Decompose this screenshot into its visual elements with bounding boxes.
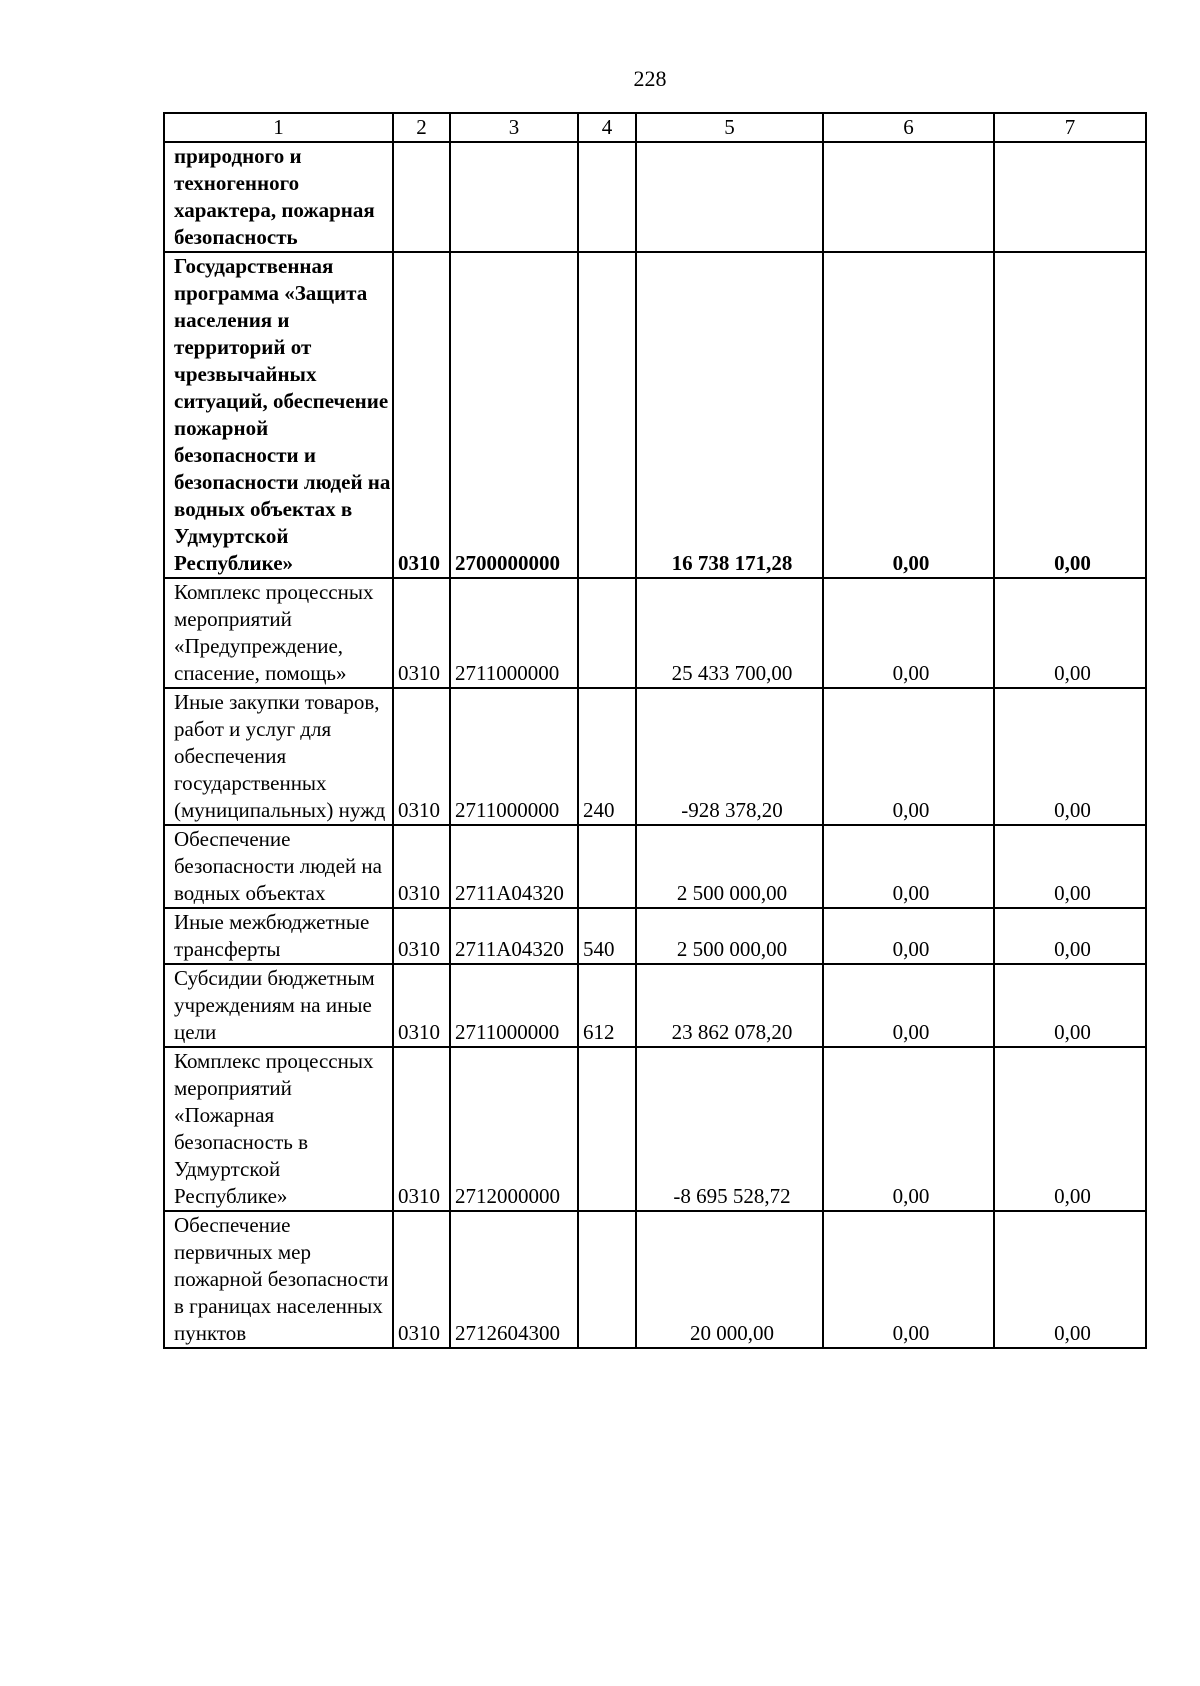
row-name-cell: Обеспечение первичных мер пожарной безопасности в границах населенных пунктов [164, 1211, 393, 1348]
expense-type-cell [578, 578, 636, 688]
column-number-header: 4 [578, 113, 636, 142]
budget-table [163, 112, 1147, 1349]
amount-cell [994, 142, 1146, 252]
expense-type-cell [578, 1047, 636, 1211]
section-code-cell: 0310 [393, 688, 450, 825]
expense-type-cell: 612 [578, 964, 636, 1047]
target-article-cell: 2711000000 [450, 688, 578, 825]
column-number-header: 6 [823, 113, 994, 142]
amount-cell: 0,00 [994, 908, 1146, 964]
row-name-cell: Обеспечение безопасности людей на водных объектах [164, 825, 393, 908]
row-name-cell: Субсидии бюджетным учреждениям на иные цели [164, 964, 393, 1047]
target-article-cell: 2711A04320 [450, 825, 578, 908]
amount-cell: 0,00 [994, 252, 1146, 578]
row-name-cell: Комплекс процессных мероприятий «Предупреждение, спасение, помощь» [164, 578, 393, 688]
section-code-cell: 0310 [393, 1047, 450, 1211]
section-code-cell: 0310 [393, 908, 450, 964]
expense-type-cell: 240 [578, 688, 636, 825]
table-row [164, 688, 1146, 825]
amount-cell: 0,00 [994, 578, 1146, 688]
section-code-cell: 0310 [393, 964, 450, 1047]
amount-cell: 0,00 [823, 825, 994, 908]
amount-cell: 0,00 [823, 908, 994, 964]
column-number-header: 2 [393, 113, 450, 142]
amount-cell: 0,00 [994, 688, 1146, 825]
amount-cell: 16 738 171,28 [636, 252, 823, 578]
table-row [164, 252, 1146, 578]
row-name-cell: Государственная программа «Защита населения и территорий от чрезвычайных ситуаций, обеспечение пожарной безопасности и безопасности людей на водных объектах в Удмуртской Республике» [164, 252, 393, 578]
table-row [164, 578, 1146, 688]
expense-type-cell: 540 [578, 908, 636, 964]
table-row [164, 825, 1146, 908]
column-number-row [164, 113, 1146, 142]
column-number-header: 5 [636, 113, 823, 142]
amount-cell: 0,00 [823, 688, 994, 825]
column-number-header: 1 [164, 113, 393, 142]
section-code-cell: 0310 [393, 825, 450, 908]
expense-type-cell [578, 252, 636, 578]
expense-type-cell [578, 825, 636, 908]
amount-cell: -8 695 528,72 [636, 1047, 823, 1211]
amount-cell: 0,00 [823, 578, 994, 688]
amount-cell: 2 500 000,00 [636, 908, 823, 964]
row-name-cell: Иные межбюджетные трансферты [164, 908, 393, 964]
table-row [164, 964, 1146, 1047]
amount-cell [636, 142, 823, 252]
section-code-cell: 0310 [393, 578, 450, 688]
row-name-cell: Комплекс процессных мероприятий «Пожарная безопасность в Удмуртской Республике» [164, 1047, 393, 1211]
table-row [164, 1211, 1146, 1348]
target-article-cell: 2711A04320 [450, 908, 578, 964]
amount-cell: 23 862 078,20 [636, 964, 823, 1047]
target-article-cell: 2711000000 [450, 964, 578, 1047]
column-number-header: 7 [994, 113, 1146, 142]
amount-cell: 0,00 [823, 964, 994, 1047]
target-article-cell: 2712000000 [450, 1047, 578, 1211]
amount-cell: 0,00 [994, 1047, 1146, 1211]
target-article-cell: 2712604300 [450, 1211, 578, 1348]
table-row [164, 908, 1146, 964]
table-row [164, 142, 1146, 252]
amount-cell: 0,00 [823, 1211, 994, 1348]
section-code-cell: 0310 [393, 252, 450, 578]
amount-cell: 0,00 [994, 1211, 1146, 1348]
amount-cell: 0,00 [823, 1047, 994, 1211]
amount-cell: 0,00 [823, 252, 994, 578]
row-name-cell: Иные закупки товаров, работ и услуг для обеспечения государственных (муниципальных) нужд [164, 688, 393, 825]
amount-cell: 0,00 [994, 825, 1146, 908]
amount-cell: -928 378,20 [636, 688, 823, 825]
section-code-cell [393, 142, 450, 252]
target-article-cell: 2711000000 [450, 578, 578, 688]
table-row [164, 1047, 1146, 1211]
page-number: 228 [633, 66, 667, 91]
amount-cell: 25 433 700,00 [636, 578, 823, 688]
row-name-cell: природного и техногенного характера, пожарная безопасность [164, 142, 393, 252]
amount-cell: 0,00 [994, 964, 1146, 1047]
amount-cell [823, 142, 994, 252]
amount-cell: 2 500 000,00 [636, 825, 823, 908]
section-code-cell: 0310 [393, 1211, 450, 1348]
expense-type-cell [578, 1211, 636, 1348]
column-number-header: 3 [450, 113, 578, 142]
amount-cell: 20 000,00 [636, 1211, 823, 1348]
target-article-cell: 2700000000 [450, 252, 578, 578]
target-article-cell [450, 142, 578, 252]
expense-type-cell [578, 142, 636, 252]
